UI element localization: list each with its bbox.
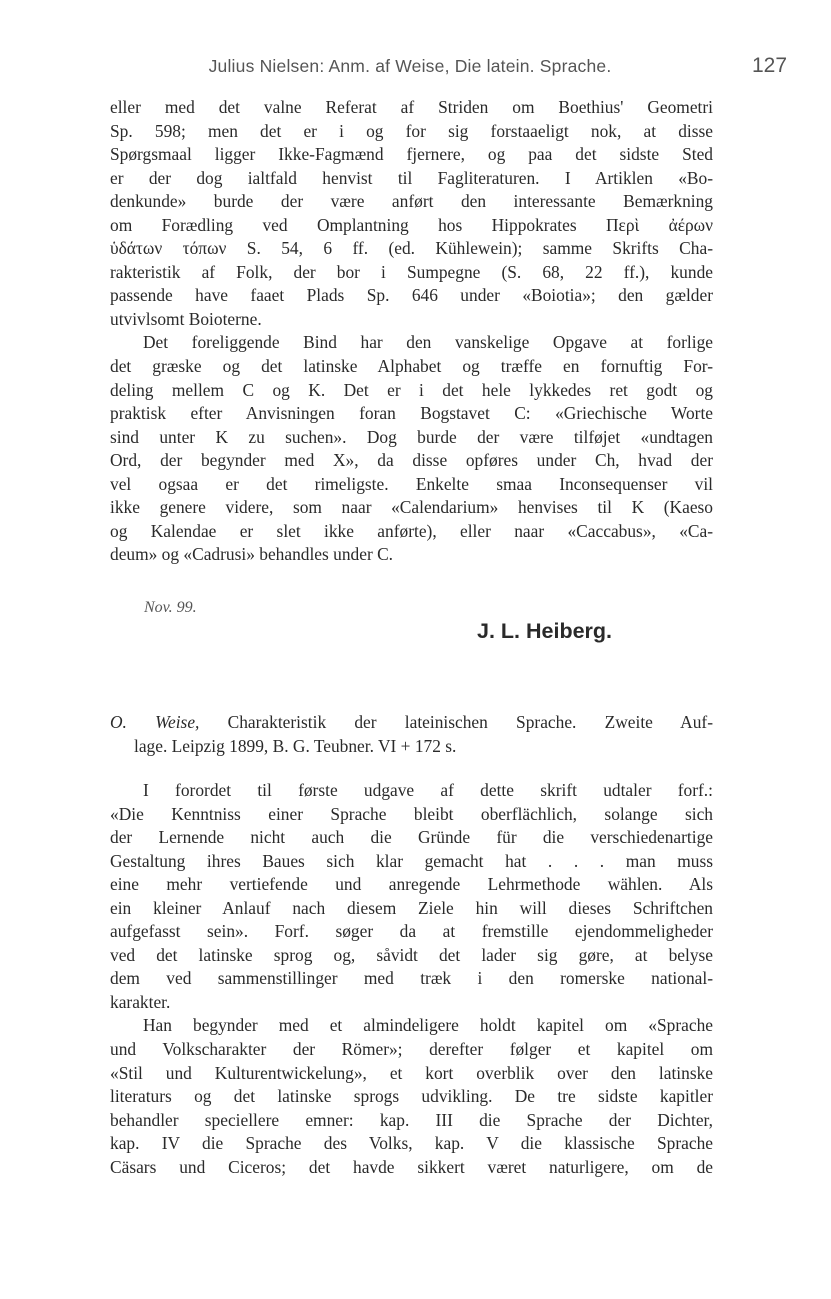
text-line: om Forædling ved Omplantning hos Hippokrates Περὶ ἀέρων (110, 214, 713, 235)
text-line: der Lernende nicht auch die Gründe für die verschiedenartige (110, 827, 713, 848)
text-line: deum» og «Cadrusi» behandles under C. (110, 544, 394, 565)
reviewer-signature: J. L. Heiberg. (477, 619, 613, 643)
text-line: det græske og det latinske Alphabet og træffe en fornuftig For- (110, 356, 713, 377)
text-line: dem ved sammenstillinger med træk i den romerske national- (110, 968, 713, 989)
text-line: og Kalendae er slet ikke anførte), eller naar «Caccabus», «Ca- (110, 520, 713, 541)
text-line: und Volkscharakter der Römer»; derefter følger et kapitel om (110, 1039, 713, 1060)
text-line: ὑδάτων τόπων S. 54, 6 ff. (ed. Kühlewein); samme Skrifts Cha- (110, 238, 713, 259)
text-line: kap. IV die Sprache des Volks, kap. V die klassische Sprache (110, 1133, 713, 1154)
text-line: ein kleiner Anlauf nach diesem Ziele hin will dieses Schriftchen (110, 897, 713, 918)
review-text-continued (110, 96, 713, 567)
review-text (110, 779, 713, 1179)
text-line: Spørgsmaal ligger Ikke-Fagmænd fjernere, og paa det sidste Sted (110, 144, 713, 165)
text-line: vel ogsaa er det rimeligste. Enkelte smaa Inconsequenser vil (110, 473, 713, 494)
text-line: utvivlsomt Boioterne. (110, 308, 262, 329)
review-heading-line-2: lage. Leipzig 1899, B. G. Teubner. VI + 172 s. (134, 735, 457, 756)
text-line: «Stil und Kulturentwickelung», et kort overblik over den latinske (110, 1062, 713, 1083)
text-line: sind unter K zu suchen». Dog burde der være tilføjet «undtagen (110, 426, 713, 447)
text-line: denkunde» burde der være anført den interessante Bemærkning (110, 191, 713, 212)
text-line: deling mellem C og K. Det er i det hele lykkedes ret godt og (110, 379, 713, 400)
text-line: Gestaltung ihres Baues sich klar gemacht hat . . . man muss (110, 850, 713, 871)
review-heading-line-1 (110, 711, 713, 735)
text-line: Ord, der begynder med X», da disse opføres under Ch, hvad der (110, 450, 713, 471)
review-heading (110, 711, 713, 758)
text-line: praktisk efter Anvisningen foran Bogstavet C: «Griechische Worte (110, 403, 713, 424)
review-title: Charakteristik der lateinischen Sprache. Zweite Auf- (199, 712, 713, 732)
text-line: behandler speciellere emner: kap. III die Sprache der Dichter, (110, 1109, 713, 1130)
text-line: eller med det valne Referat af Striden om Boethius' Geometri (110, 97, 713, 117)
text-line: I forordet til første udgave af dette skrift udtaler forf.: (143, 780, 713, 800)
text-line: ved det latinske sprog og, såvidt det lader sig gøre, at belyse (110, 944, 713, 965)
review-date: Nov. 99. (144, 599, 197, 616)
text-line: Cäsars und Ciceros; det havde sikkert været naturligere, om de (110, 1156, 713, 1177)
text-line: rakteristik af Folk, der bor i Sumpegne (S. 68, 22 ff.), kunde (110, 261, 713, 282)
page-number: 127 (752, 54, 788, 77)
text-line: literaturs og det latinske sprogs udvikling. De tre sidste kapitler (110, 1086, 713, 1107)
text-line: eine mehr vertiefende und anregende Lehrmethode wählen. Als (110, 874, 713, 895)
review-author: O. Weise, (110, 712, 200, 732)
text-line: passende have faaet Plads Sp. 646 under «Boiotia»; den gælder (110, 285, 713, 306)
text-line: aufgefasst sein». Forf. søger da at fremstille ejendommeligheder (110, 921, 713, 942)
running-header: Julius Nielsen: Anm. af Weise, Die latein. Sprache. (208, 56, 612, 76)
text-line: Det foreliggende Bind har den vanskelige Opgave at forlige (143, 332, 713, 353)
text-line: karakter. (110, 991, 171, 1012)
text-line: Han begynder med et almindeligere holdt kapitel om «Sprache (143, 1015, 713, 1036)
text-line: «Die Kenntniss einer Sprache bleibt oberflächlich, solange sich (110, 803, 713, 824)
text-line: er der dog ialtfald henvist til Fagliteraturen. I Artiklen «Bo- (110, 167, 713, 188)
text-line: Sp. 598; men det er i og for sig forstaaeligt nok, at disse (110, 120, 713, 141)
text-line: ikke genere videre, som naar «Calendarium» henvises til K (Kaeso (110, 497, 713, 518)
